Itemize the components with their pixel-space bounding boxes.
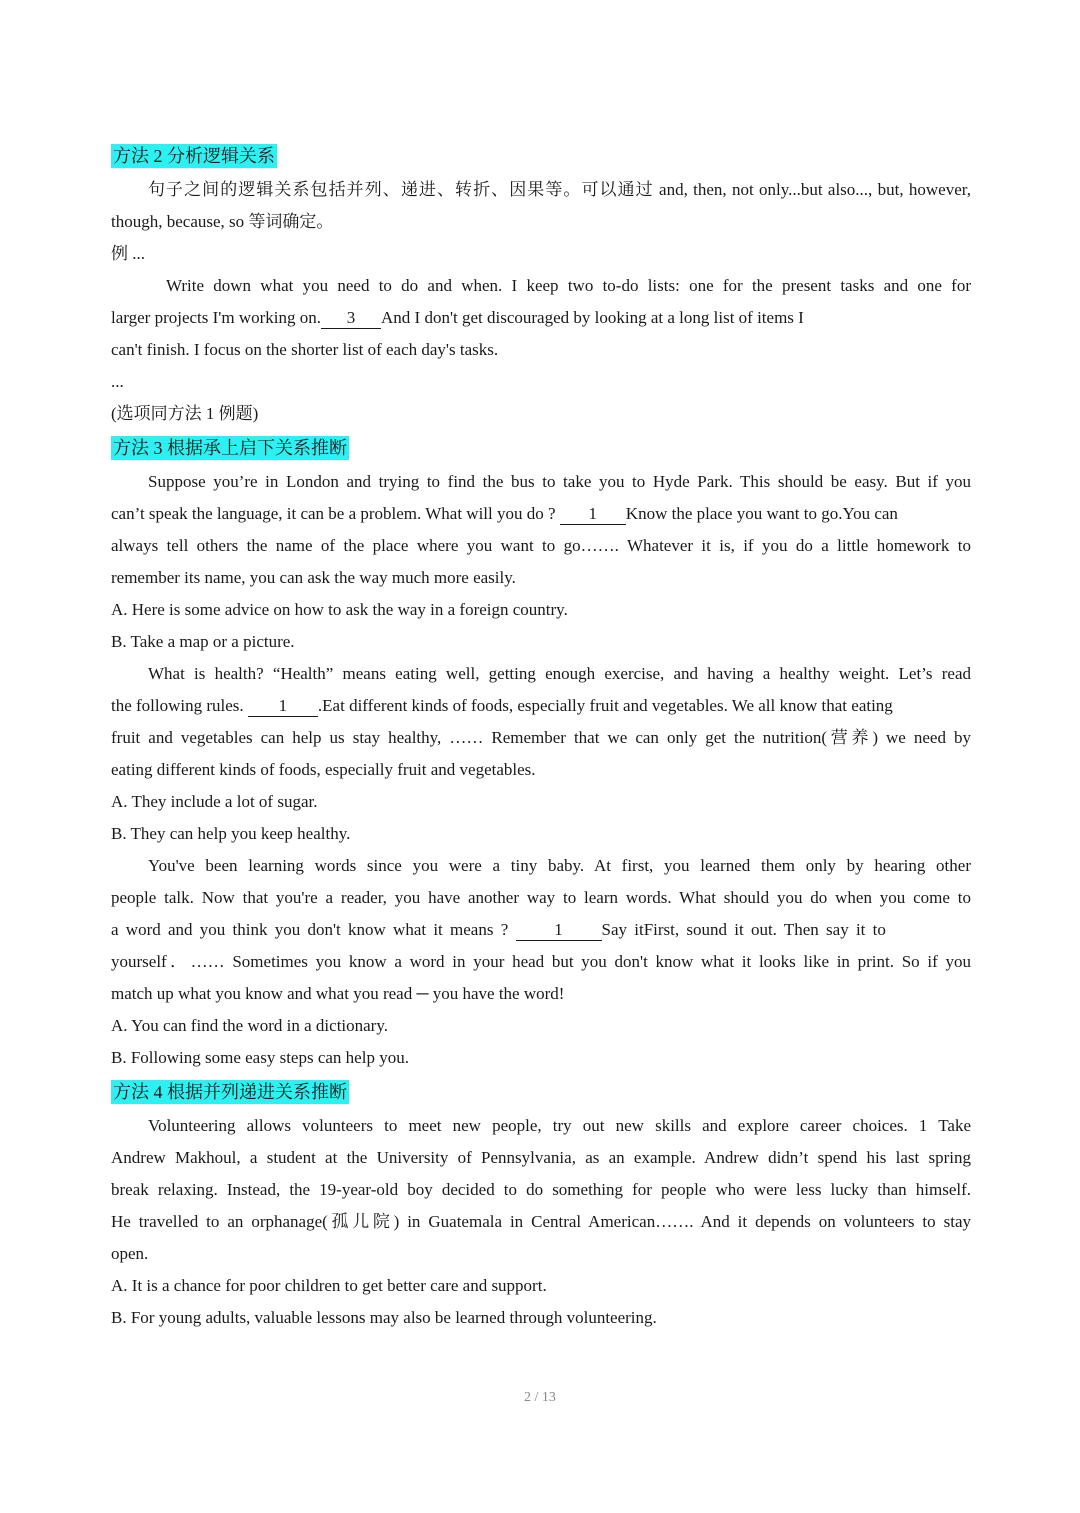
m4-line-3: break relaxing. Instead, the 19-year-old boy decided to do something for people who were less lucky than himself. xyxy=(111,1180,971,1199)
method-4-heading: 方法 4 根据并列递进关系推断 xyxy=(113,1082,347,1102)
m3-text: Say itFirst, sound it out. Then say it to xyxy=(601,920,886,939)
document-page xyxy=(111,138,971,1334)
m2-intro-line-1: 句子之间的逻辑关系包括并列、递进、转折、因果等。可以通过 and, then, not only...but also..., but, however, xyxy=(148,180,971,199)
m2-intro-line-2: though, because, so 等词确定。 xyxy=(111,212,334,231)
m3-e1-line-2 xyxy=(111,498,971,530)
method-2-heading-row xyxy=(111,138,971,174)
answer-blank: 1 xyxy=(516,920,602,941)
m3-e3-line-2: people talk. Now that you're a reader, you have another way to learn words. What should you do when you come to xyxy=(111,888,971,907)
m3-e3-line-4: yourself．…… Sometimes you know a word in your head but you don't know what it looks like in print. So if you xyxy=(111,952,971,971)
m3-e3-line-3 xyxy=(111,914,971,946)
m3-text: Know the place you want to go.You can xyxy=(625,504,898,523)
method-3-heading: 方法 3 根据承上启下关系推断 xyxy=(113,438,347,458)
m2-passage-text: And I don't get discouraged by looking at a long list of items I xyxy=(381,308,804,327)
m3-text: a word and you think you don't know what it means ? xyxy=(111,920,509,939)
m4-line-1: Volunteering allows volunteers to meet new people, try out new skills and explore career choices. 1 Take xyxy=(148,1116,971,1135)
m2-passage-line-3: can't finish. I focus on the shorter list of each day's tasks. xyxy=(111,340,499,359)
m4-line-2: Andrew Makhoul, a student at the University of Pennsylvania, as an example. Andrew didn’t spend his last spring xyxy=(111,1148,971,1167)
m4-line-4: He travelled to an orphanage(孤儿院) in Guatemala in Central American……. And it depends on volunteers to stay xyxy=(111,1212,971,1231)
method-3-heading-row xyxy=(111,430,971,466)
m3-text: can’t speak the language, it can be a problem. What will you do ? xyxy=(111,504,556,523)
m2-passage-line-1: Write down what you need to do and when. I keep two to-do lists: one for the present tasks and one for xyxy=(166,276,971,295)
m3-e2-line-3: fruit and vegetables can help us stay healthy, …… Remember that we can only get the nutrition(营养) we need by xyxy=(111,728,971,747)
m4-option-a: A. It is a chance for poor children to get better care and support. xyxy=(111,1276,547,1295)
m3-e2-line-4: eating different kinds of foods, especially fruit and vegetables. xyxy=(111,760,536,779)
m2-note: (选项同方法 1 例题) xyxy=(111,404,259,423)
m3-e2-option-a: A. They include a lot of sugar. xyxy=(111,792,318,811)
answer-blank: 3 xyxy=(321,308,381,329)
m2-ellipsis: ... xyxy=(111,372,124,391)
m3-e3-line-1: You've been learning words since you were a tiny baby. At first, you learned them only by hearing other xyxy=(148,856,971,875)
m3-e1-option-b: B. Take a map or a picture. xyxy=(111,632,295,651)
m2-passage-text: larger projects I'm working on. xyxy=(111,308,322,327)
m3-e1-option-a: A. Here is some advice on how to ask the way in a foreign country. xyxy=(111,600,568,619)
m3-e2-line-2 xyxy=(111,690,971,722)
method-2-heading: 方法 2 分析逻辑关系 xyxy=(113,146,275,166)
answer-blank: 1 xyxy=(560,504,626,525)
answer-blank: 1 xyxy=(248,696,318,717)
m2-example-label: 例 ... xyxy=(111,244,145,263)
m3-e2-option-b: B. They can help you keep healthy. xyxy=(111,824,351,843)
m3-e2-line-1: What is health? “Health” means eating well, getting enough exercise, and having a healthy weight. Let’s read xyxy=(148,664,971,683)
m2-passage-line-2 xyxy=(111,302,971,334)
m3-e3-line-5: match up what you know and what you read ─ you have the word! xyxy=(111,984,565,1003)
m3-text: .Eat different kinds of foods, especially fruit and vegetables. We all know that eating xyxy=(317,696,893,715)
m3-e1-line-3: always tell others the name of the place where you want to go……. Whatever it is, if you do a little homework to xyxy=(111,536,971,555)
m3-e3-option-a: A. You can find the word in a dictionary. xyxy=(111,1016,388,1035)
m3-e1-line-1: Suppose you’re in London and trying to find the bus to take you to Hyde Park. This should be easy. But if you xyxy=(148,472,971,491)
m3-e1-line-4: remember its name, you can ask the way much more easily. xyxy=(111,568,516,587)
page-number: 2 / 13 xyxy=(524,1390,556,1405)
m3-text: the following rules. xyxy=(111,696,244,715)
method-4-heading-row xyxy=(111,1074,971,1110)
m4-line-5: open. xyxy=(111,1244,149,1263)
m3-e3-option-b: B. Following some easy steps can help you. xyxy=(111,1048,409,1067)
m4-option-b: B. For young adults, valuable lessons may also be learned through volunteering. xyxy=(111,1308,657,1327)
